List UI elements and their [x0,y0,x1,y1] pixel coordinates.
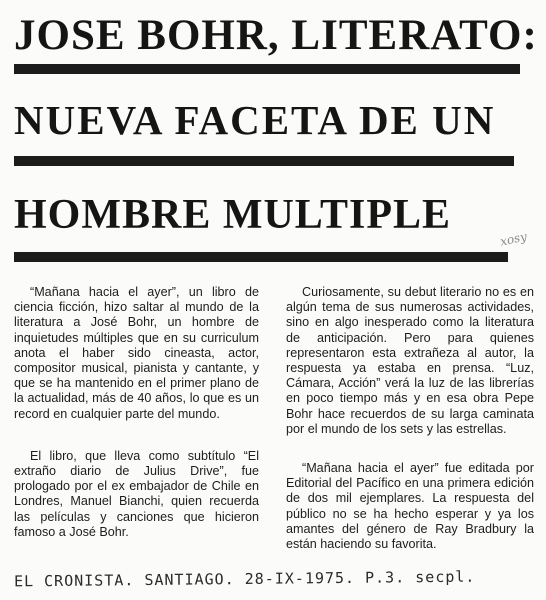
pencil-annotation: xosy [498,229,529,249]
article-column-left [14,285,259,540]
article-paragraph: “Mañana hacia el ayer” fue editada por Editorial del Pacífico en una primera edición de dos mil ejemplares. La respuesta del público no se ha hecho esperar y ya los amantes del género de Ray Bradbury la están haciendo su favorita. [286,461,534,552]
handwritten-source-note: EL CRONISTA. SANTIAGO. 28-IX-1975. P.3. secpl. [13,567,476,591]
headline-line-1: JOSE BOHR, LITERATO: [14,12,538,59]
article-paragraph: Curiosamente, su debut literario no es en algún tema de sus numerosas actividades, sino en algo inesperado como la literatura de anticipación. Pero para quienes representaron esta extrañeza al autor, la respuesta ya estaba en prensa. “Luz, Cámara, Acción” verá la luz de las librerías en poco tiempo más y en esa obra Pepe Bohr hace recuerdos de su larga caminata por el mundo de los sets y las estrellas. [286,285,534,436]
headline-line-3: HOMBRE MULTIPLE [14,192,452,238]
article-paragraph: “Mañana hacia el ayer”, un libro de ciencia ficción, hizo saltar al mundo de la literatura a José Bohr, un hombre de inquietudes múltiples que en su curriculum anota el haber sido cineasta, actor, compositor musical, pianista y cantante, y que se ha mantenido en el primer plano de la actualidad, más de 40 años, lo que es un record en cualquier parte del mundo. [14,285,259,421]
article-column-right [286,285,534,552]
divider-rule [14,156,514,166]
divider-rule [14,64,520,74]
headline-line-2: NUEVA FACETA DE UN [14,97,496,143]
article-paragraph: El libro, que lleva como subtítulo “El extraño diario de Julius Drive”, fue prologado por el ex embajador de Chile en Londres, Manuel Bianchi, quien recuerda las películas y canciones que hicieron famoso a José Bohr. [14,448,259,539]
divider-rule [14,252,508,262]
